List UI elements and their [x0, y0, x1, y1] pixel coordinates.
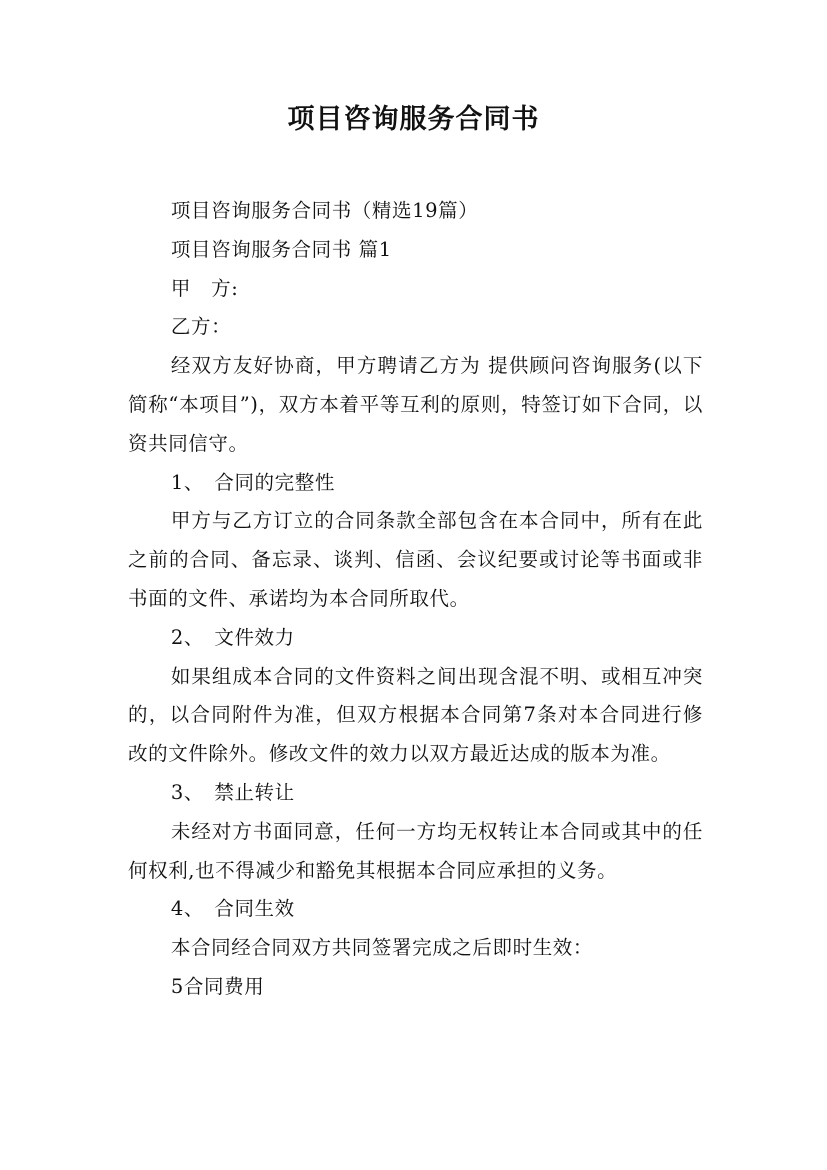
clause-1-text: 甲方与乙方订立的合同条款全部包含在本合同中，所有在此之前的合同、备忘录、谈判、信函、会议纪要或讨论等书面或非书面的文件、承诺均为本合同所取代。 [128, 509, 703, 610]
paragraph-party-a: 甲 方: [170, 276, 239, 300]
clause-3-text: 未经对方书面同意，任何一方均无权转让本合同或其中的任何权利,也不得减少和豁免其根据本合同应承担的义务。 [128, 819, 703, 882]
document-body [128, 192, 703, 1007]
paragraph-intro: 经双方友好协商，甲方聘请乙方为 提供顾问咨询服务(以下简称“本项目”)，双方本着平等互利的原则，特签订如下合同，以资共同信守。 [128, 354, 703, 455]
clause-5-heading: 5合同费用 [170, 974, 265, 998]
clause-2-text: 如果组成本合同的文件资料之间出现含混不明、或相互冲突的，以合同附件为准，但双方根据本合同第7条对本合同进行修改的文件除外。修改文件的效力以双方最近达成的版本为准。 [128, 664, 703, 766]
clause-4-text: 本合同经合同双方共同签署完成之后即时生效： [170, 936, 593, 960]
clause-1-heading: 1、 合同的完整性 [170, 470, 335, 494]
paragraph-party-b: 乙方： [170, 315, 232, 339]
clause-2-heading: 2、 文件效力 [170, 625, 295, 649]
clause-3-heading: 3、 禁止转让 [170, 780, 295, 804]
clause-4-heading: 4、 合同生效 [170, 897, 295, 921]
paragraph-subtitle: 项目咨询服务合同书（精选19篇） [170, 199, 479, 222]
document-title: 项目咨询服务合同书 [287, 104, 540, 135]
paragraph-section-heading: 项目咨询服务合同书 篇1 [170, 237, 392, 261]
